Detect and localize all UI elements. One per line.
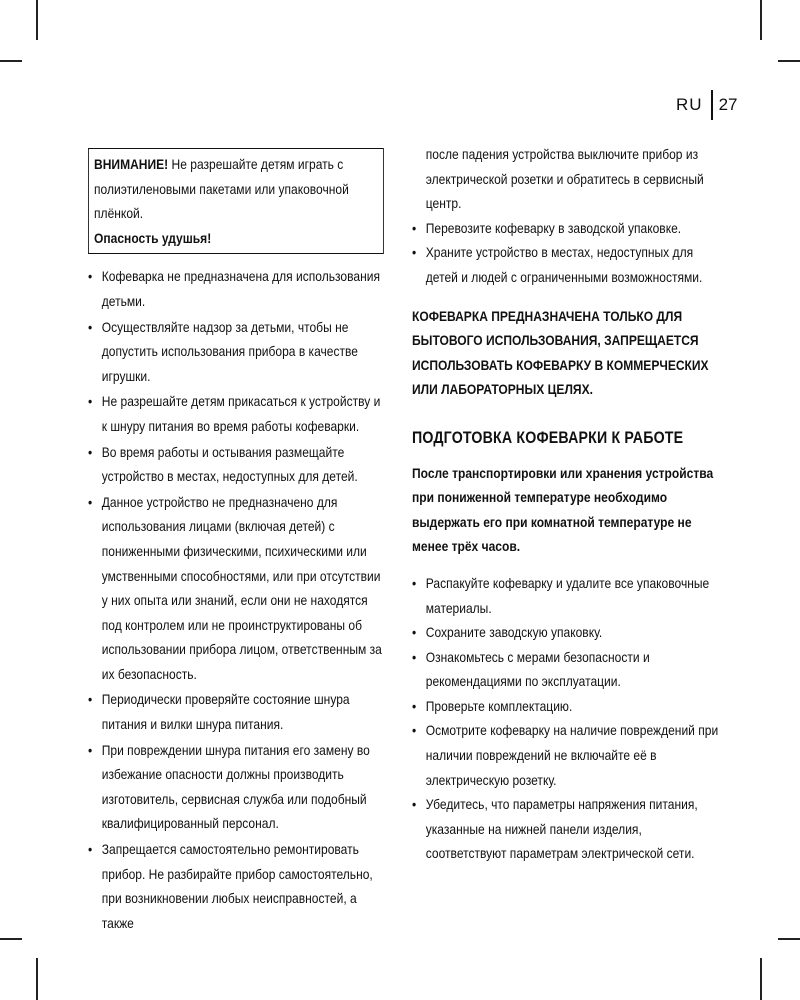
list-item: • Данное устройство не предназначено для использования лицами (включая детей) с пониженными физическими, психическими или умственными способностями, или при отсутствии у них опыта или знаний, если они не находятся под контролем или не проинструктированы об использовании прибора лицом, ответственным за их безопасность. bbox=[88, 490, 384, 687]
list-item: • Осмотрите кофеварку на наличие повреждений при наличии повреждений не включайте её в электрическую розетку. bbox=[412, 718, 720, 792]
left-column bbox=[88, 148, 384, 936]
list-item: • Не разрешайте детям прикасаться к устройству и к шнуру питания во время работы кофеварки. bbox=[88, 389, 384, 438]
list-item: • Сохраните заводскую упаковку. bbox=[412, 620, 720, 645]
crop-mark-top-left-h bbox=[0, 60, 22, 62]
warning-text: Не разрешайте детям играть с полиэтиленовыми пакетами или упаковочной плёнкой. bbox=[94, 156, 349, 222]
crop-mark-bottom-right-v bbox=[760, 958, 762, 1000]
crop-mark-top-right-v bbox=[760, 0, 762, 40]
list-item: • Храните устройство в местах, недоступных для детей и людей с ограниченными возможностями. bbox=[412, 240, 720, 289]
warning-danger: Опасность удушья! bbox=[94, 229, 212, 246]
crop-mark-bottom-left-v bbox=[36, 958, 38, 1000]
section-title: ПОДГОТОВКА КОФЕВАРКИ К РАБОТЕ bbox=[412, 428, 684, 447]
warning-label: ВНИМАНИЕ! bbox=[94, 156, 169, 172]
crop-mark-top-right-h bbox=[778, 60, 800, 62]
list-item: • Запрещается самостоятельно ремонтировать прибор. Не разбирайте прибор самостоятельно, при возникновении любых неисправностей, а также bbox=[88, 837, 384, 935]
crop-mark-bottom-left-h bbox=[0, 938, 22, 940]
list-item: • Осуществляйте надзор за детьми, чтобы не допустить использования прибора в качестве игрушки. bbox=[88, 315, 384, 389]
list-item: • Проверьте комплектацию. bbox=[412, 694, 720, 719]
crop-mark-bottom-right-h bbox=[778, 938, 800, 940]
list-continuation: после падения устройства выключите прибор из электрической розетки и обратитесь в сервисный центр. bbox=[425, 146, 704, 212]
list-item: • Во время работы и остывания размещайте устройство в местах, недоступных для детей. bbox=[88, 440, 384, 489]
list-item: • Ознакомьтесь с мерами безопасности и рекомендациями по эксплуатации. bbox=[412, 645, 720, 694]
list-item: • Убедитесь, что параметры напряжения питания, указанные на нижней панели изделия, соответствуют параметрам электрической сети. bbox=[412, 792, 720, 866]
page-header bbox=[676, 90, 737, 120]
household-use-notice: КОФЕВАРКА ПРЕДНАЗНАЧЕНА ТОЛЬКО ДЛЯ БЫТОВОГО ИСПОЛЬЗОВАНИЯ, ЗАПРЕЩАЕТСЯ ИСПОЛЬЗОВАТЬ КОФЕВАРКУ В КОММЕРЧЕСКИХ ИЛИ ЛАБОРАТОРНЫХ ЦЕЛЯХ. bbox=[412, 307, 709, 398]
list-item: • Распакуйте кофеварку и удалите все упаковочные материалы. bbox=[412, 571, 720, 620]
preparation-list bbox=[412, 571, 720, 866]
list-item: • Периодически проверяйте состояние шнура питания и вилки шнура питания. bbox=[88, 687, 384, 736]
list-item: • Перевозите кофеварку в заводской упаковке. bbox=[412, 216, 720, 241]
list-item: • При повреждении шнура питания его замену во избежание опасности должны производить изготовитель, сервисная служба или подобный квалифицированный персонал. bbox=[88, 738, 384, 836]
language-code: RU bbox=[676, 95, 703, 114]
crop-mark-top-left-v bbox=[36, 0, 38, 40]
page-number: 27 bbox=[718, 95, 738, 114]
right-column bbox=[412, 142, 720, 866]
section-intro: После транспортировки или хранения устройства при пониженной температуре необходимо выдержать его при комнатной температуре не менее трёх часов. bbox=[412, 464, 714, 555]
storage-list bbox=[412, 216, 720, 290]
list-item: • Кофеварка не предназначена для использования детьми. bbox=[88, 264, 384, 313]
safety-list bbox=[88, 264, 384, 935]
warning-box bbox=[88, 148, 384, 254]
